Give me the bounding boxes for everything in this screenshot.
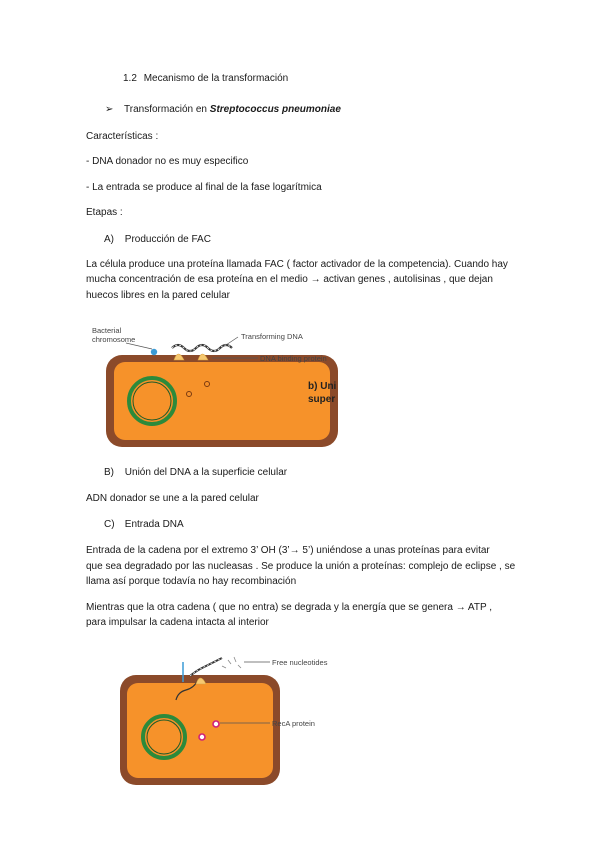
list-item: - DNA donador no es muy especifico — [86, 156, 249, 167]
leader-line — [226, 337, 238, 345]
dna-binding-protein-icon — [198, 354, 208, 360]
stage-c-line: llama así porque todavía no hay recombinación — [86, 576, 297, 587]
stage-c-heading — [104, 518, 184, 531]
label-cut-2: super — [308, 394, 336, 405]
figure-dna-entry — [110, 650, 370, 790]
cytoplasm — [127, 683, 273, 778]
caracteristicas-heading: Características : — [86, 131, 159, 142]
list-item: - La entrada se produce al final de la fase logarítmica — [86, 182, 322, 193]
section-heading — [123, 72, 288, 85]
label-bacterial-chromosome-1: Bacterial — [92, 326, 122, 335]
stage-c-line: Mientras que la otra cadena ( que no entra) se degrada y la energía que se genera → ATP , — [86, 602, 492, 613]
figure-dna-binding — [86, 322, 356, 452]
free-nucleotides-icon — [222, 657, 241, 668]
section-title: Mecanismo de la transformación — [143, 73, 289, 84]
section-number: 1.2 — [123, 73, 137, 84]
cytoplasm — [114, 362, 330, 440]
label-bacterial-chromosome-2: chromosome — [92, 335, 136, 344]
stage-c-title: Entrada DNA — [124, 519, 184, 530]
stage-c-line: Entrada de la cadena por el extremo 3’ OH (3’→ 5’) uniéndose a unas proteínas para evitar — [86, 545, 490, 556]
stage-c-line: para impulsar la cadena intacta al interior — [86, 617, 269, 628]
label-free-nucleotides: Free nucleotides — [272, 658, 328, 667]
stage-b-heading — [104, 466, 287, 479]
stage-a-marker: A) — [104, 234, 114, 245]
label-dna-binding-protein: DNA binding protein — [260, 354, 327, 363]
reca-protein-icon — [199, 734, 205, 740]
label-transforming-dna: Transforming DNA — [241, 332, 303, 341]
organism-bullet — [105, 103, 341, 116]
binding-site-icon — [151, 349, 157, 355]
stage-b-line: ADN donador se une a la pared celular — [86, 493, 259, 504]
label-reca-protein: RecA protein — [272, 719, 315, 728]
stage-a-line: mucha concentración de esa proteína en el medio → activan genes , autolisinas , que dejan — [86, 274, 493, 285]
reca-protein-icon — [213, 721, 219, 727]
stage-a-line: huecos libres en la pared celular — [86, 290, 230, 301]
etapas-heading: Etapas : — [86, 207, 123, 218]
stage-a-heading — [104, 233, 211, 246]
stage-b-marker: B) — [104, 467, 114, 478]
stage-a-title: Producción de FAC — [124, 234, 211, 245]
organism-name: Streptococcus pneumoniae — [209, 104, 341, 115]
stage-c-line: que sea degradado por las nucleasas . Se produce la unión a proteínas: complejo de eclipse , se — [86, 561, 516, 572]
arrow-bullet-icon: ➢ — [105, 104, 114, 115]
dna-binding-protein-icon — [174, 354, 184, 360]
stage-a-line: La célula produce una proteína llamada FAC ( factor activador de la competencia). Cuando hay — [86, 259, 508, 270]
bullet-prefix: Transformación en — [124, 104, 210, 115]
transforming-dna-strand — [172, 345, 232, 351]
stage-b-title: Unión del DNA a la superficie celular — [124, 467, 288, 478]
outside-dna-strand — [190, 658, 222, 676]
stage-c-marker: C) — [104, 519, 115, 530]
label-cut-1: b) Uni — [308, 381, 337, 392]
